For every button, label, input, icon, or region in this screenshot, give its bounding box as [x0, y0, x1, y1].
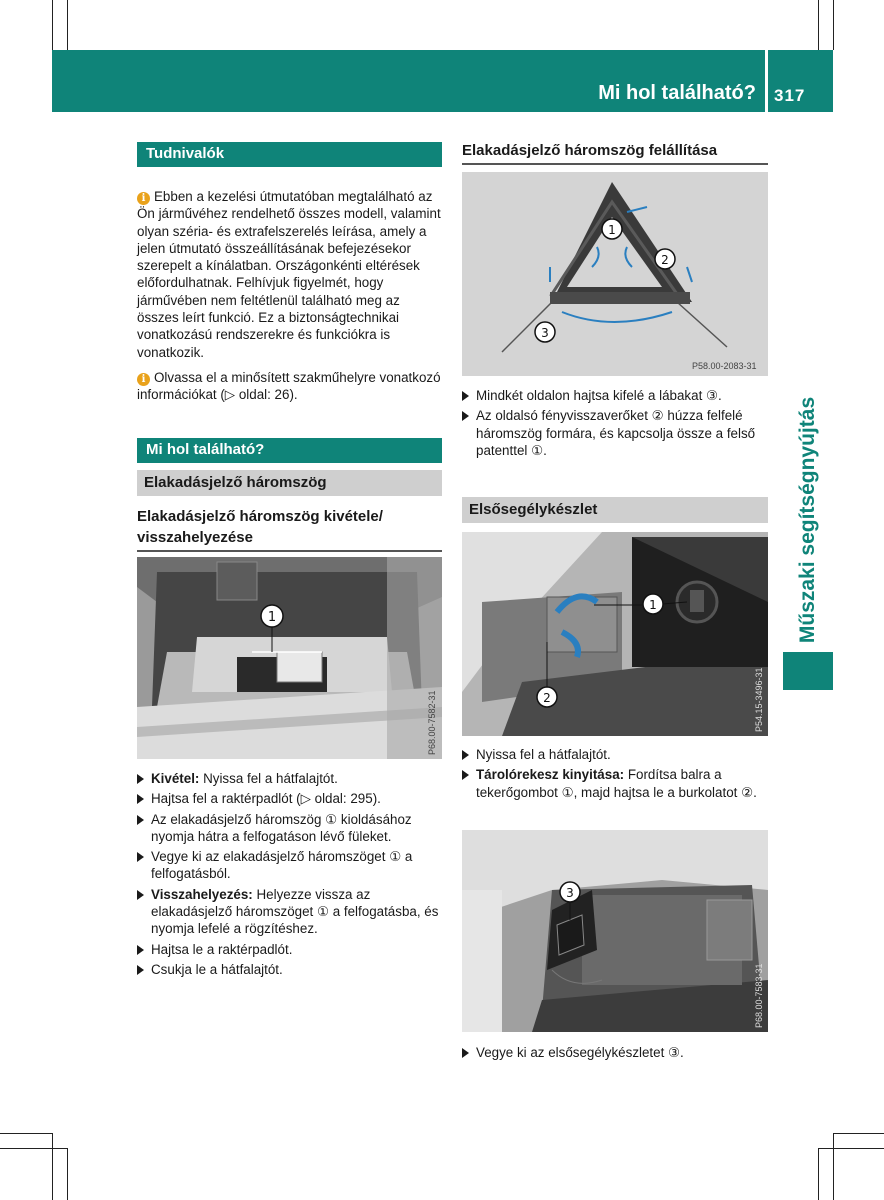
crop-mark	[67, 1148, 68, 1200]
bullet-arrow-icon	[462, 411, 469, 421]
bullet-arrow-icon	[462, 391, 469, 401]
bullet-arrow-icon	[137, 774, 144, 784]
list-item	[137, 848, 443, 883]
step-text: Vegye ki az elakadásjelző háromszöget ① a felfogatásból.	[151, 849, 413, 882]
bullet-arrow-icon	[137, 815, 144, 825]
crop-mark	[67, 0, 68, 50]
final-step-list	[462, 1044, 769, 1064]
step-text: Csukja le a hátfalajtót.	[151, 961, 283, 977]
list-item	[137, 790, 443, 807]
crop-mark	[833, 0, 834, 50]
step-text: Hajtsa fel a raktérpadlót (▷ oldal: 295).	[151, 791, 381, 807]
figure-code: P68.00-7583-31	[754, 963, 764, 1028]
crop-mark	[52, 0, 53, 50]
crop-mark	[833, 1133, 834, 1200]
triangle-steps-list	[462, 387, 769, 462]
elakadas-heading: Elakadásjelző háromszög	[137, 470, 442, 496]
step-text: Nyissa fel a hátfalajtót.	[476, 747, 611, 762]
step-text: Hajtsa le a raktérpadlót.	[151, 941, 293, 957]
first-aid-illustration	[462, 830, 768, 1032]
svg-text:2: 2	[543, 691, 551, 705]
step-text: Vegye ki az elsősegélykészletet ③.	[476, 1045, 684, 1060]
header-title: Mi hol található?	[598, 82, 756, 104]
step-bold: Visszahelyezés:	[151, 886, 253, 902]
svg-text:1: 1	[267, 610, 277, 625]
info-icon: i	[137, 192, 150, 205]
figure-code: P54.15-3496-31	[754, 667, 764, 732]
crop-mark	[818, 1148, 884, 1149]
svg-text:2: 2	[661, 253, 669, 267]
list-item	[462, 387, 769, 404]
mi-hol-heading: Mi hol található?	[137, 438, 442, 463]
list-item	[137, 886, 443, 938]
crop-mark	[0, 1148, 67, 1149]
triangle-illustration	[462, 172, 768, 376]
step-text: Az elakadásjelző háromszög ① kioldásához nyomja hátra a felfogatáson lévő füleket.	[151, 811, 412, 844]
bullet-arrow-icon	[137, 945, 144, 955]
list-item	[137, 811, 443, 846]
tudnivalok-heading: Tudnivalók	[137, 142, 442, 167]
kivetel-subheading: Elakadásjelző háromszög kivétele/ visszahelyezése	[137, 506, 442, 552]
bullet-arrow-icon	[137, 965, 144, 975]
bullet-arrow-icon	[462, 770, 469, 780]
page-number: 317	[774, 86, 806, 105]
trunk-illustration	[137, 557, 442, 759]
list-item	[462, 1044, 769, 1061]
info-icon: i	[137, 373, 150, 386]
list-item	[462, 407, 769, 459]
felallitas-heading: Elakadásjelző háromszög felállítása	[462, 140, 768, 165]
step-text: Nyissa fel a hátfalajtót.	[199, 771, 338, 786]
step-text: Mindkét oldalon hajtsa kifelé a lábakat ③.	[476, 388, 722, 403]
bullet-arrow-icon	[462, 1048, 469, 1058]
step-text: Helyezze vissza az elakadásjelző háromszöget ① a felfogatásba, és nyomja lefelé a rögzítéshez.	[151, 886, 439, 937]
crop-mark	[52, 1133, 53, 1200]
crop-mark	[818, 0, 819, 50]
crop-mark	[818, 1148, 819, 1200]
list-item	[462, 746, 769, 763]
list-item	[137, 961, 443, 978]
figure-storage-compartment	[462, 532, 768, 736]
figure-warning-triangle-setup	[462, 172, 768, 376]
bullet-arrow-icon	[462, 750, 469, 760]
bullet-arrow-icon	[137, 852, 144, 862]
bullet-arrow-icon	[137, 890, 144, 900]
bullet-arrow-icon	[137, 794, 144, 804]
figure-trunk-warning-triangle	[137, 557, 442, 759]
crop-mark	[833, 1133, 884, 1134]
side-tab-block	[783, 652, 833, 690]
removal-steps-list	[137, 770, 443, 981]
list-item	[137, 770, 443, 787]
step-bold: Kivétel:	[151, 771, 200, 786]
elsosegely-heading: Elsősegélykészlet	[462, 497, 768, 523]
svg-text:3: 3	[541, 326, 549, 340]
info-paragraph-1	[137, 188, 443, 361]
svg-text:3: 3	[566, 886, 574, 900]
header-separator	[765, 50, 768, 112]
step-text: Az oldalsó fényvisszaverőket ② húzza felfelé háromszög formára, és kapcsolja össze a felső patenttel ①.	[476, 408, 756, 458]
crop-mark	[0, 1133, 52, 1134]
info-paragraph-2	[137, 369, 443, 404]
list-item	[462, 766, 769, 801]
info-text-1: Ebben a kezelési útmutatóban megtalálható az Ön járművéhez rendelhető összes modell, valamint olyan széria- és extrafelszerelés leírása, amely a jelen útmutató összeállításának befejezésekor szerepelt a kínálatban. Országonkénti eltérések előfordulhatnak. Felhívjuk figyelmét, hogy járművében nem feltétlenül található meg az összes leírt funkció. Ez a biztonságtechnikai vonatkozású rendszerekre és funkciókra is vonatkozik.	[137, 189, 441, 360]
kit-steps-list	[462, 746, 769, 804]
info-text-2: Olvassa el a minősített szakműhelyre vonatkozó információkat (▷ oldal: 26).	[137, 370, 441, 403]
compartment-illustration	[462, 532, 768, 736]
step-text: Fordítsa balra a tekerőgombot ①, majd hajtsa le a burkolatot ②.	[476, 767, 757, 800]
step-bold: Tárolórekesz kinyitása:	[476, 767, 625, 783]
list-item	[137, 941, 443, 958]
svg-text:1: 1	[649, 598, 657, 612]
figure-code: P68.00-7582-31	[427, 690, 437, 755]
svg-text:1: 1	[608, 223, 616, 237]
figure-first-aid-kit	[462, 830, 768, 1032]
figure-code: P58.00-2083-31	[692, 361, 757, 371]
side-tab-label: Műszaki segítségnyújtás	[796, 396, 819, 644]
